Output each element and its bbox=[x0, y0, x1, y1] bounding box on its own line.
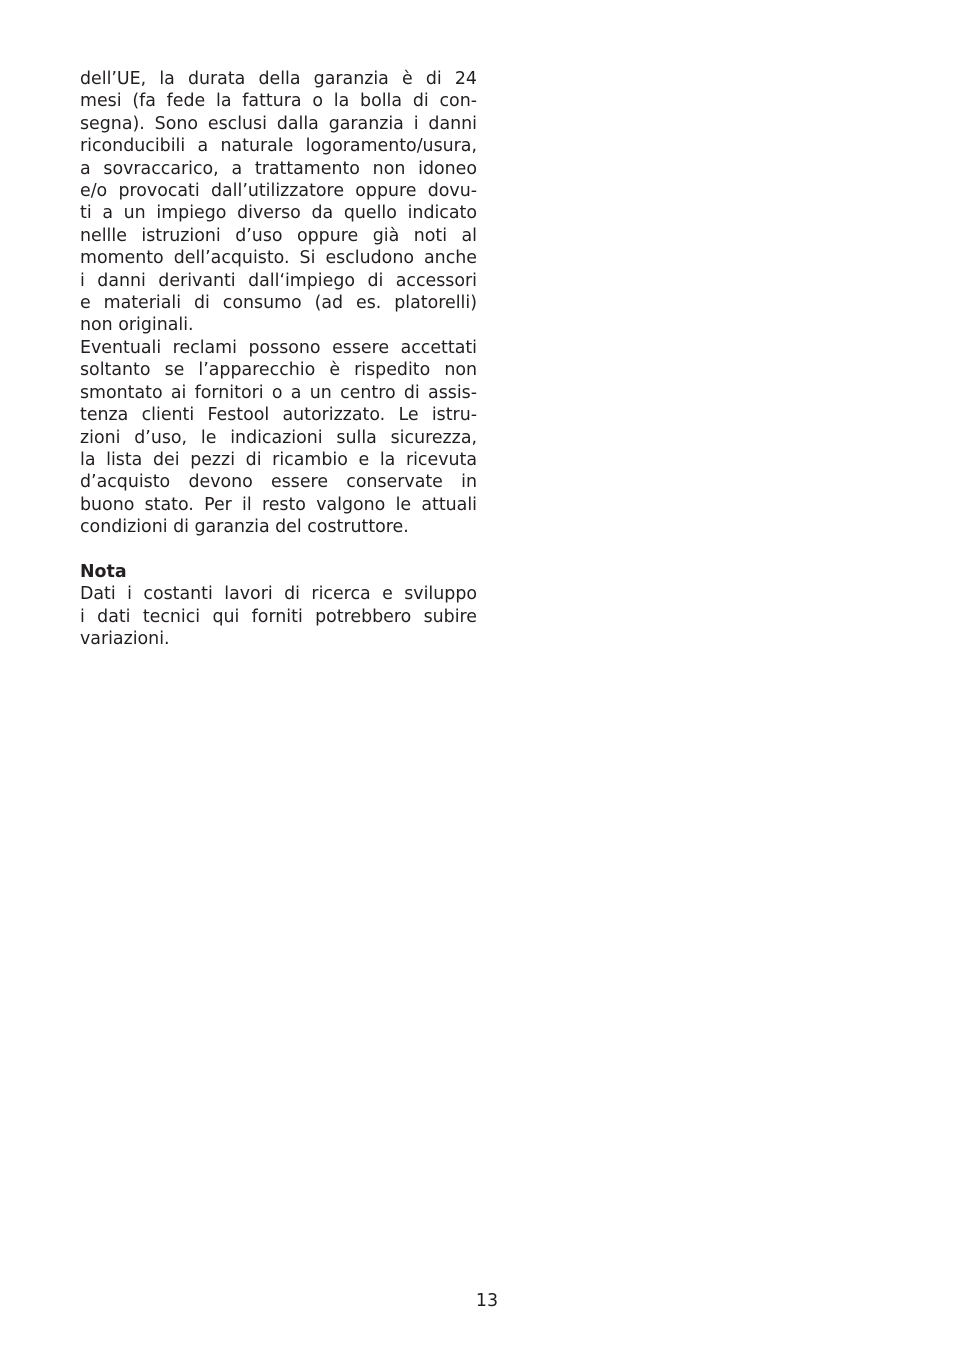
text-line: zioni d’uso, le indicazioni sulla sicurezza, bbox=[80, 427, 477, 448]
text-line: variazioni. bbox=[80, 629, 170, 650]
text-line: buono stato. Per il resto valgono le attuali bbox=[80, 494, 477, 515]
text-line: Dati i costanti lavori di ricerca e sviluppo bbox=[80, 584, 477, 605]
text-line: tenza clienti Festool autorizzato. Le istru- bbox=[80, 405, 477, 426]
text-line: e/o provocati dall’utilizzatore oppure dovu- bbox=[80, 181, 477, 202]
warranty-paragraph bbox=[80, 68, 477, 337]
text-line: segna). Sono esclusi dalla garanzia i danni bbox=[80, 113, 477, 134]
text-line: mesi (fa fede la fattura o la bolla di con- bbox=[80, 91, 477, 112]
text-column bbox=[80, 68, 477, 651]
text-line: d’acquisto devono essere conservate in bbox=[80, 472, 477, 493]
paragraph-spacer bbox=[80, 539, 477, 561]
text-line: e materiali di consumo (ad es. platorelli) bbox=[80, 293, 477, 314]
text-line: i dati tecnici qui forniti potrebbero subire bbox=[80, 606, 477, 627]
text-line: riconducibili a naturale logoramento/usura, bbox=[80, 136, 477, 157]
text-line: nellle istruzioni d’uso oppure già noti al bbox=[80, 225, 477, 246]
claims-paragraph bbox=[80, 337, 477, 539]
text-line: i danni derivanti dall‘impiego di accessori bbox=[80, 270, 477, 291]
note-heading: Nota bbox=[80, 561, 127, 582]
text-line: a sovraccarico, a trattamento non idoneo bbox=[80, 158, 477, 179]
text-line: soltanto se l’apparecchio è rispedito non bbox=[80, 360, 477, 381]
note-paragraph bbox=[80, 583, 477, 650]
text-line: condizioni di garanzia del costruttore. bbox=[80, 517, 409, 538]
page-number: 13 bbox=[475, 1291, 499, 1311]
text-line: Eventuali reclami possono essere accettati bbox=[80, 337, 477, 358]
text-line: smontato ai fornitori o a un centro di assis- bbox=[80, 382, 477, 403]
text-line: la lista dei pezzi di ricambio e la ricevuta bbox=[80, 449, 477, 470]
text-line: non originali. bbox=[80, 315, 194, 336]
text-line: dell’UE, la durata della garanzia è di 24 bbox=[80, 69, 477, 89]
text-line: ti a un impiego diverso da quello indicato bbox=[80, 203, 477, 224]
text-line: momento dell’acquisto. Si escludono anche bbox=[80, 248, 477, 269]
